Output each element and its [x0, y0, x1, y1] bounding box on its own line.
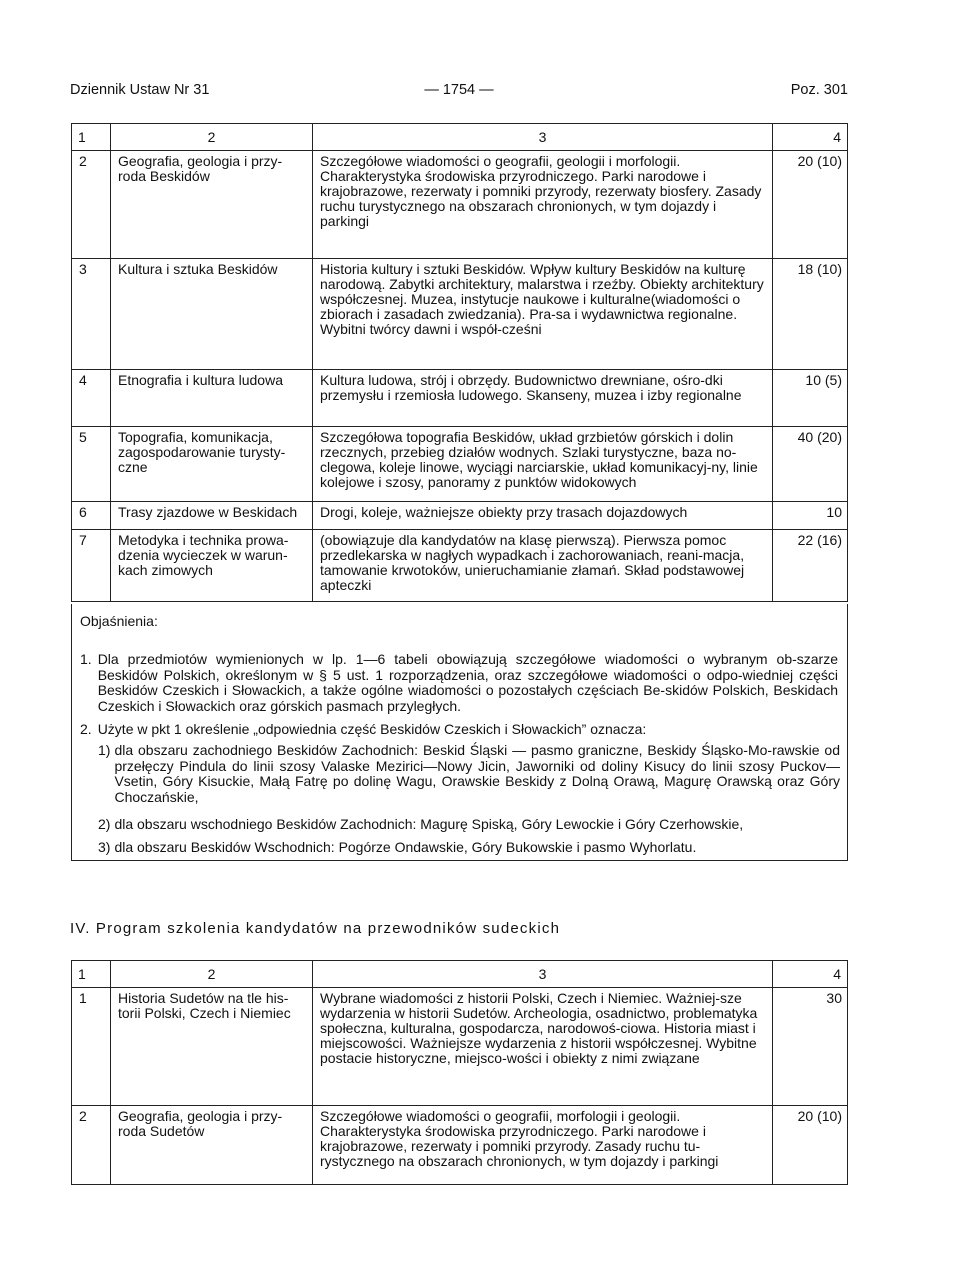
subject-cell: Trasy zjazdowe w Beskidach: [111, 502, 313, 530]
column-header: 1: [72, 961, 111, 988]
section-title: IV. Program szkolenia kandydatów na przewodników sudeckich: [70, 920, 561, 937]
journal-title: Dziennik Ustaw Nr 31: [70, 82, 210, 98]
column-header: 2: [111, 961, 313, 988]
subitem-number: 2): [98, 816, 111, 832]
page-header: [70, 82, 848, 102]
subject-cell: Etnografia i kultura ludowa: [111, 370, 313, 427]
explanations-box: [71, 604, 848, 861]
column-header: 3: [313, 961, 773, 988]
content-cell: Szczegółowe wiadomości o geografii, morfologii i geologii. Charakterystyka środowiska przyrodniczego. Parki narodowe i krajobrazowe, rezerwaty i pomniki przyrody. Zasady ruchu tu-rystycznego na obszarach chronionych, w tym dojazdy i parkingi: [313, 1106, 773, 1185]
row-number: 5: [72, 427, 111, 502]
table-row: [72, 988, 848, 1106]
subitem-text: dla obszaru zachodniego Beskidów Zachodnich: Beskid Śląski — pasmo graniczne, Beskidy Śląsko-Mo-rawskie od przełęczy Pindula do linii szosy Valaske Mezirici—Nowy Jicin, Jaworniki od doliny Kisucy do linii szosy Puckov—Vsetin, Góry Kisuckie, Małą Fatrę po dolinę Wagu, Orawskie Beskidy z Dolną Orawą, Magurę Orawską oraz Góry Choczańskie,: [114, 742, 840, 805]
content-cell: Wybrane wiadomości z historii Polski, Czech i Niemiec. Ważniej-sze wydarzenia w historii Sudetów. Archeologia, osadnictwo, problematyka społeczna, kulturalna, gospodarcza, narodowoś-ciowa. Historia miast i miejscowości. Ważniejsze wydarzenia z historii współczesnej. Wybitne postacie historyczne, miejsco-wości i obiekty z nimi związane: [313, 988, 773, 1106]
table-row: [72, 259, 848, 370]
content-cell: Kultura ludowa, strój i obrzędy. Budownictwo drewniane, ośro-dki przemysłu i rzemiosła ludowego. Skanseny, muzea i izby regionalne: [313, 370, 773, 427]
table-row: [72, 530, 848, 602]
table-row: [72, 1106, 848, 1185]
table-row: [72, 370, 848, 427]
hours-cell: 30: [773, 988, 848, 1106]
content-cell: Szczegółowa topografia Beskidów, układ grzbietów górskich i dolin rzecznych, przebieg działów wodnych. Szlaki turystyczne, baza no-clegowa, koleje linowe, wyciągi narciarskie, układ komunikacyj-ny, linie kolejowe i szosy, panoramy z punktów widokowych: [313, 427, 773, 502]
row-number: 6: [72, 502, 111, 530]
column-header: 1: [72, 124, 111, 151]
column-header: 2: [111, 124, 313, 151]
content-cell: (obowiązuje dla kandydatów na klasę pierwszą). Pierwsza pomoc przedlekarska w nagłych wypadkach i zachorowaniach, reani-macja, tamowanie krwotoków, unieruchamianie złamań. Skład podstawowej apteczki: [313, 530, 773, 602]
subject-cell: Geografia, geologia i przy-roda Beskidów: [111, 151, 313, 259]
row-number: 3: [72, 259, 111, 370]
row-number: 4: [72, 370, 111, 427]
table-header-row: [72, 961, 848, 988]
table-header-row: [72, 124, 848, 151]
table-row: [72, 151, 848, 259]
table-row: [72, 502, 848, 530]
row-number: 2: [72, 151, 111, 259]
item-number: 2.: [80, 721, 92, 737]
column-header: 4: [773, 961, 848, 988]
row-number: 7: [72, 530, 111, 602]
subject-cell: Metodyka i technika prowa-dzenia wycieczek w warun-kach zimowych: [111, 530, 313, 602]
row-number: 1: [72, 988, 111, 1106]
beskidy-program-table: [71, 123, 848, 602]
subject-cell: Kultura i sztuka Beskidów: [111, 259, 313, 370]
explanation-subitem: [98, 743, 840, 805]
row-number: 2: [72, 1106, 111, 1185]
hours-cell: 40 (20): [773, 427, 848, 502]
table-row: [72, 427, 848, 502]
column-header: 3: [313, 124, 773, 151]
explanations-title: Objaśnienia:: [80, 613, 158, 629]
sudety-program-table: [71, 960, 848, 1185]
column-header: 4: [773, 124, 848, 151]
subject-cell: Topografia, komunikacja, zagospodarowanie turysty-czne: [111, 427, 313, 502]
position-number: Poz. 301: [790, 82, 848, 98]
subject-cell: Geografia, geologia i przy-roda Sudetów: [111, 1106, 313, 1185]
hours-cell: 20 (10): [773, 151, 848, 259]
item-text: Dla przedmiotów wymienionych w lp. 1—6 tabeli obowiązują szczegółowe wiadomości o wybranym ob-szarze Beskidów Polskich, określonym w § 5 ust. 1 rozporządzenia, oraz szczegółowe wiadomości o odpo-wiedniej części Beskidów Czeskich i Słowackich, a także ogólne wiadomości o pozostałych częściach Be-skidów Polskich, Beskidach Czeskich i Słowackich oraz górskich pasmach przyległych.: [97, 651, 838, 714]
item-text: Użyte w pkt 1 określenie „odpowiednia część Beskidów Czeskich i Słowackich” oznacza:: [97, 721, 647, 737]
explanation-subitem: [98, 840, 840, 856]
hours-cell: 22 (16): [773, 530, 848, 602]
subitem-number: 3): [98, 839, 111, 855]
hours-cell: 10 (5): [773, 370, 848, 427]
subitem-text: dla obszaru Beskidów Wschodnich: Pogórze Ondawskie, Góry Bukowskie i pasmo Wyhorlatu.: [114, 839, 697, 855]
content-cell: Drogi, koleje, ważniejsze obiekty przy trasach dojazdowych: [313, 502, 773, 530]
subject-cell: Historia Sudetów na tle his-torii Polski, Czech i Niemiec: [111, 988, 313, 1106]
page-number: — 1754 —: [424, 82, 494, 98]
content-cell: Historia kultury i sztuki Beskidów. Wpływ kultury Beskidów na kulturę narodową. Zabytki architektury, malarstwa i rzeźby. Obiekty architektury współczesnej. Muzea, instytucje naukowe i kulturalne(wiadomości o zbiorach i zasadach zwiedzania). Pra-sa i wydawnictwa regionalne. Wybitni twórcy dawni i współ-cześni: [313, 259, 773, 370]
explanation-subitem: [98, 817, 840, 833]
subitem-number: 1): [98, 742, 111, 758]
hours-cell: 18 (10): [773, 259, 848, 370]
subitem-text: dla obszaru wschodniego Beskidów Zachodnich: Magurę Spiską, Góry Lewockie i Góry Czerhowskie,: [114, 816, 744, 832]
hours-cell: 20 (10): [773, 1106, 848, 1185]
explanation-item: [80, 652, 838, 714]
hours-cell: 10: [773, 502, 848, 530]
explanation-item: [80, 722, 838, 738]
content-cell: Szczegółowe wiadomości o geografii, geologii i morfologii. Charakterystyka środowiska przyrodniczego. Parki narodowe i krajobrazowe, rezerwaty i pomniki przyrody, rezerwaty biosfery. Zasady ruchu turystycznego na obszarach chronionych, w tym dojazdy i parkingi: [313, 151, 773, 259]
item-number: 1.: [80, 651, 92, 667]
